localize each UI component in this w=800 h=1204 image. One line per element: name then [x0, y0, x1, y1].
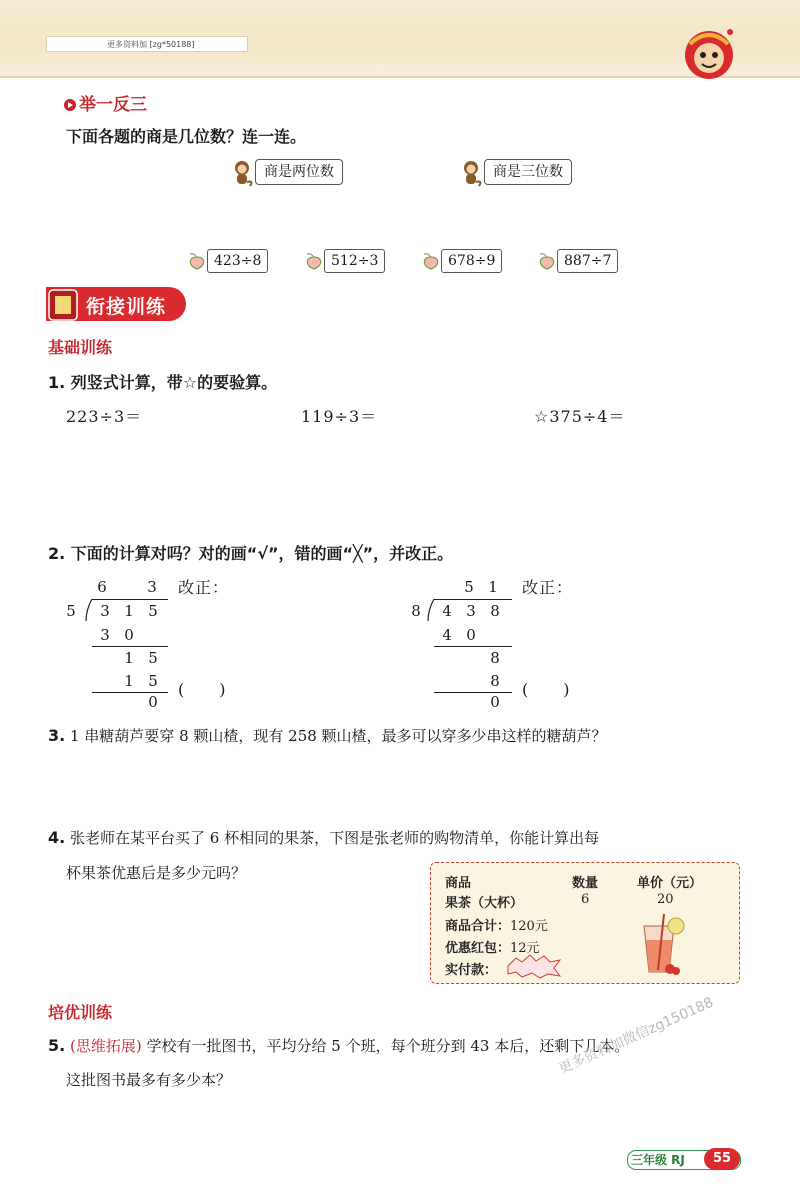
- receipt-col-item: 商品: [445, 876, 472, 891]
- correction-label: 改正：: [178, 578, 230, 597]
- question-3: [48, 725, 607, 746]
- target-three-digit[interactable]: 商是三位数: [484, 159, 572, 185]
- receipt-subtotal: [445, 915, 548, 934]
- question-5-line2: 这批图书最多有多少本？: [66, 1071, 232, 1089]
- question-text: 列竖式计算，带☆的要验算。: [70, 373, 278, 392]
- monkey-icon: [230, 160, 254, 188]
- question-text: 下面的计算对吗？对的画“√”，错的画“╳”，并改正。: [70, 544, 454, 563]
- expression-card[interactable]: 678÷9: [441, 249, 502, 273]
- step-digit: 8: [490, 649, 500, 667]
- remainder: 0: [490, 693, 500, 711]
- practice-title-text: 举一反三: [79, 95, 147, 115]
- question-text: 学校有一批图书，平均分给 5 个班，每个班分到 43 本后，还剩下几本。: [146, 1037, 630, 1055]
- divisor: 5: [66, 602, 76, 620]
- step-digit: 5: [148, 672, 158, 690]
- step-digit: 1: [124, 649, 134, 667]
- quotient-digit: 6: [97, 578, 107, 596]
- division-bracket: [84, 598, 94, 622]
- monkey-mascot-icon: [680, 24, 738, 82]
- peach-icon: [304, 252, 324, 270]
- discount-label: 优惠红包：: [445, 941, 511, 956]
- step-digit: 3: [100, 626, 110, 644]
- question-number: 5.: [48, 1036, 66, 1055]
- question-4: [48, 827, 768, 848]
- receipt-col-qty: 数量: [572, 876, 599, 891]
- play-arrow-icon: [64, 99, 76, 111]
- answer-paren[interactable]: ( ): [178, 680, 227, 699]
- question-2: [48, 541, 453, 564]
- peach-icon: [187, 252, 207, 270]
- division-bar: [434, 599, 512, 600]
- peach-icon: [421, 252, 441, 270]
- footer-watermark: 更多资料加微信zg150188: [556, 994, 716, 1078]
- practice-instruction: 下面各题的商是几位数？连一连。: [66, 127, 307, 146]
- dividend-digit: 3: [466, 602, 476, 620]
- question-text: 1 串糖葫芦要穿 8 颗山楂，现有 258 颗山楂，最多可以穿多少串这样的糖葫芦？: [70, 727, 607, 745]
- peach-icon: [537, 252, 557, 270]
- receipt-paid-label: 实付款：: [445, 963, 498, 978]
- grade-label: 三年级 RJ: [631, 1153, 685, 1167]
- receipt-col-price: 单价（元）: [637, 876, 703, 891]
- expression-card[interactable]: 512÷3: [324, 249, 385, 273]
- divisor: 8: [411, 602, 421, 620]
- q1-item-3: ☆375÷4＝: [534, 407, 626, 426]
- step-digit: 5: [148, 649, 158, 667]
- correction-label: 改正：: [522, 578, 574, 597]
- q1-item-1: 223÷3＝: [66, 407, 143, 426]
- monkey-icon: [459, 160, 483, 188]
- subtraction-line: [434, 646, 512, 647]
- division-bar: [92, 599, 168, 600]
- receipt-item: 果茶（大杯）: [445, 896, 524, 911]
- dividend-digit: 5: [148, 602, 158, 620]
- question-text: 张老师在某平台买了 6 杯相同的果茶，下图是张老师的购物清单，你能计算出每: [70, 829, 600, 847]
- page-number: 55: [704, 1148, 740, 1170]
- question-number: 3.: [48, 726, 66, 745]
- banner-title: 衔接训练: [86, 296, 167, 318]
- dividend-digit: 4: [442, 602, 452, 620]
- subtotal-value: 120元: [510, 919, 548, 934]
- header-watermark: 更多资料加 [zg*50188]: [46, 36, 248, 52]
- quotient-digit: 1: [488, 578, 498, 596]
- blurred-amount-icon: [506, 952, 562, 980]
- dividend-digit: 1: [124, 602, 134, 620]
- dividend-digit: 3: [100, 602, 110, 620]
- expression-card[interactable]: 423÷8: [207, 249, 268, 273]
- question-number: 2.: [48, 544, 66, 563]
- quotient-digit: 3: [147, 578, 157, 596]
- target-two-digit[interactable]: 商是两位数: [255, 159, 343, 185]
- receipt-price: 20: [657, 892, 674, 907]
- discount-value: 12元: [510, 941, 540, 956]
- question-4-line2: 杯果茶优惠后是多少元吗？: [66, 864, 247, 882]
- step-digit: 0: [466, 626, 476, 644]
- expression-card[interactable]: 887÷7: [557, 249, 618, 273]
- quotient-digit: 5: [464, 578, 474, 596]
- receipt-qty: 6: [581, 892, 590, 907]
- question-1: [48, 370, 277, 393]
- basic-heading: 基础训练: [48, 338, 113, 357]
- advanced-heading: 培优训练: [48, 1003, 113, 1022]
- subtotal-label: 商品合计：: [445, 919, 511, 934]
- step-digit: 1: [124, 672, 134, 690]
- fruit-tea-cup-icon: [634, 912, 690, 976]
- step-digit: 0: [124, 626, 134, 644]
- remainder: 0: [148, 693, 158, 711]
- step-digit: 8: [490, 672, 500, 690]
- question-5: [48, 1035, 788, 1056]
- division-bracket: [426, 598, 436, 622]
- question-number: 4.: [48, 828, 66, 847]
- answer-paren[interactable]: ( ): [522, 680, 571, 699]
- book-badge-icon: [46, 286, 80, 322]
- question-number: 1.: [48, 373, 66, 392]
- q1-item-2: 119÷3＝: [301, 407, 378, 426]
- practice-section-title: [64, 90, 147, 115]
- thinking-tag: (思维拓展): [70, 1037, 142, 1055]
- dividend-digit: 8: [490, 602, 500, 620]
- step-digit: 4: [442, 626, 452, 644]
- subtraction-line: [92, 646, 168, 647]
